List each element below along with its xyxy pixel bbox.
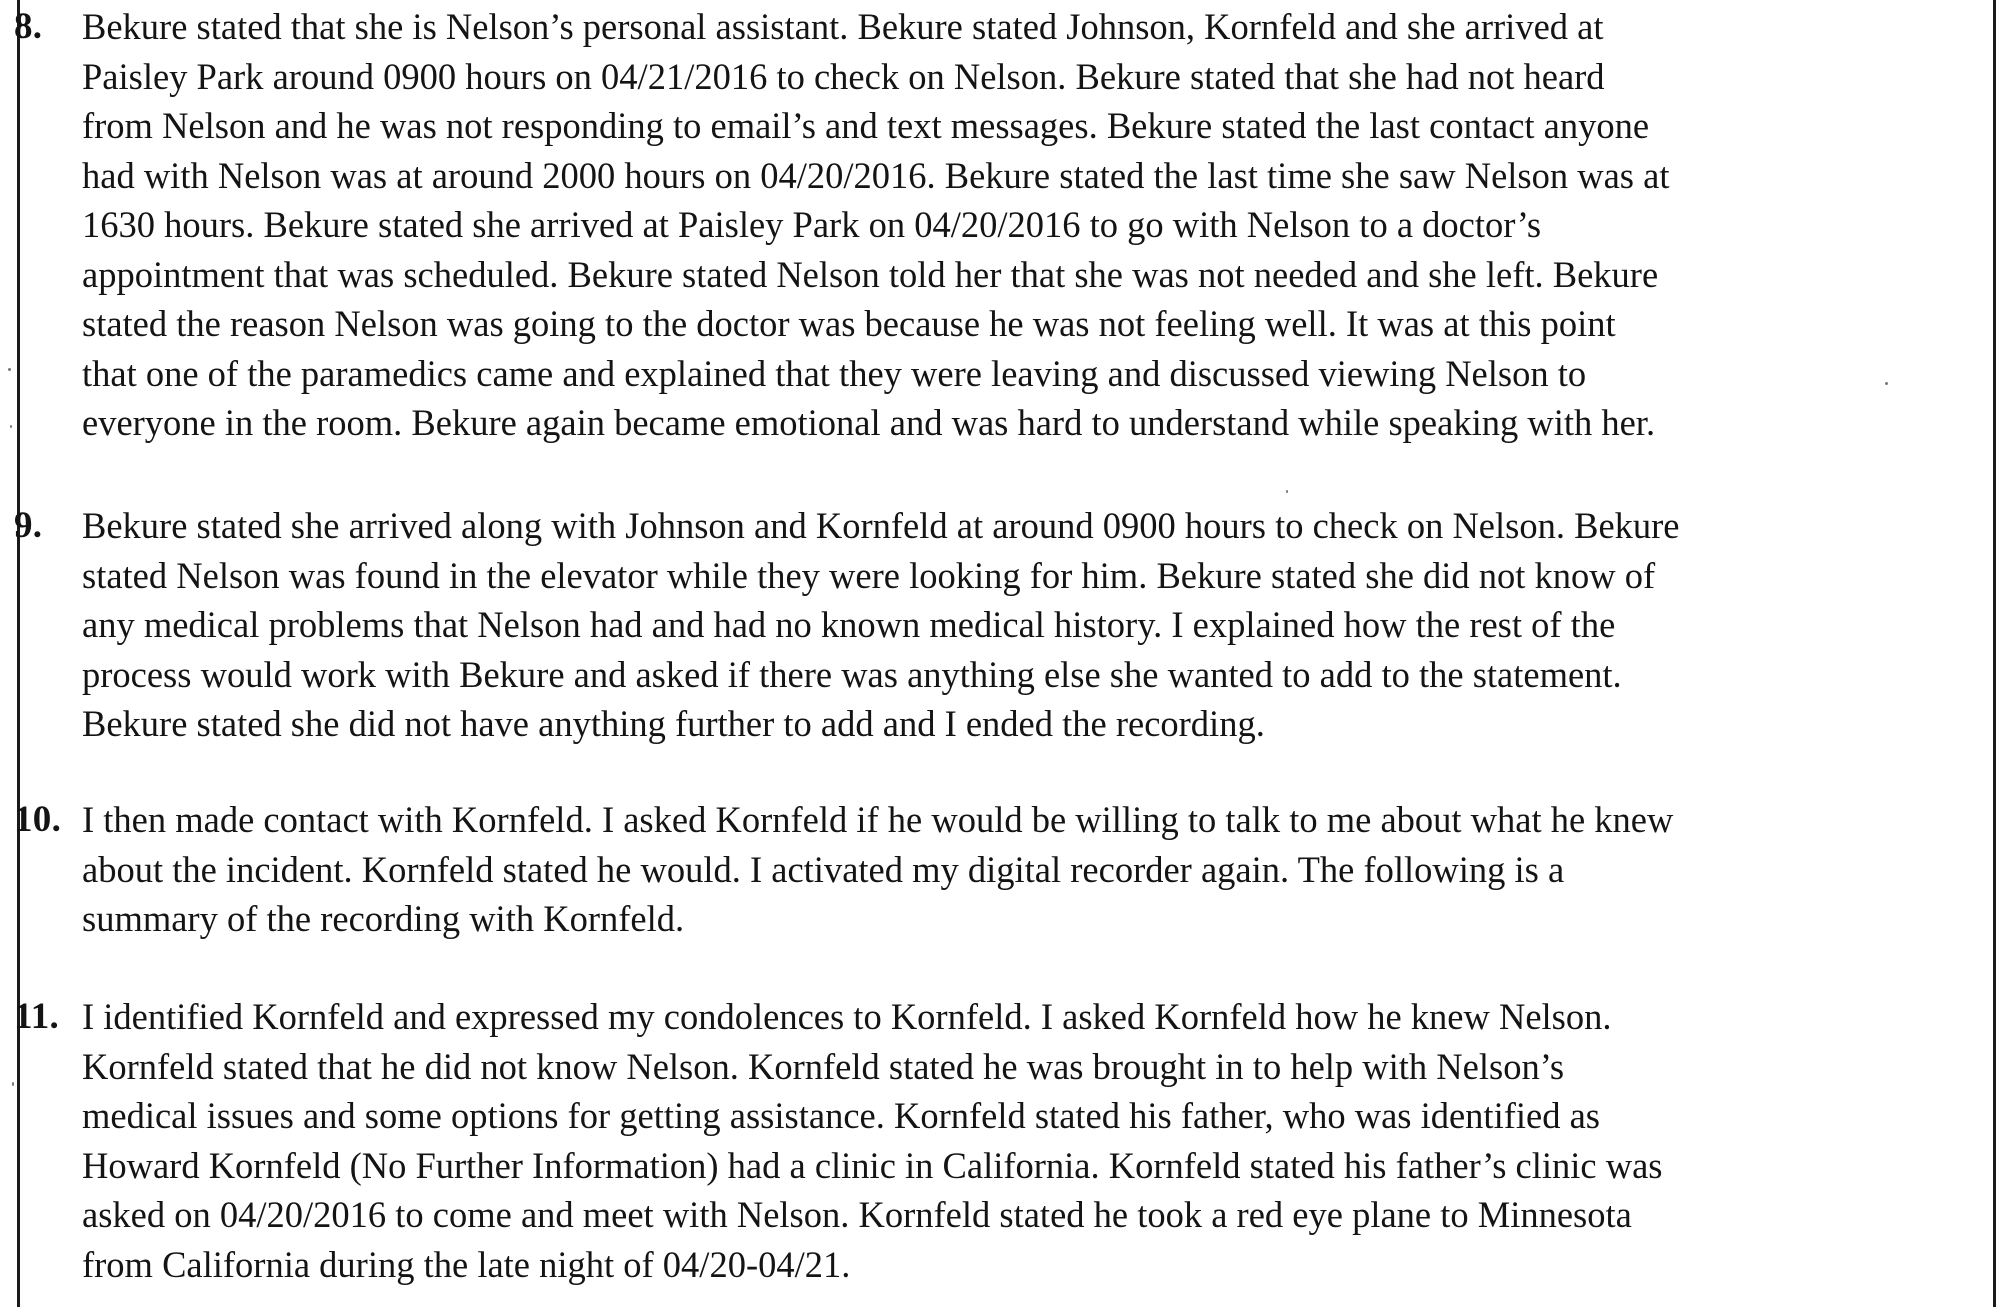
- text-line: had with Nelson was at around 2000 hours on 04/20/2016. Bekure stated the last time she saw Nelson was at: [82, 154, 1670, 196]
- right-margin-rule: [1993, 0, 1996, 1307]
- paragraph-number: 11.: [14, 996, 60, 1037]
- scan-speck: [10, 425, 12, 428]
- text-line: Paisley Park around 0900 hours on 04/21/2016 to check on Nelson. Bekure stated that she had not heard: [82, 55, 1605, 97]
- text-line: any medical problems that Nelson had and had no known medical history. I explained how the rest of the: [82, 604, 1616, 645]
- text-line: everyone in the room. Bekure again became emotional and was hard to understand while speaking with her.: [82, 402, 1656, 443]
- text-line: Bekure stated that she is Nelson’s personal assistant. Bekure stated Johnson, Kornfeld and she arrived at: [82, 6, 1604, 47]
- text-line: I then made contact with Kornfeld. I asked Kornfeld if he would be willing to talk to me about what he knew: [82, 799, 1674, 840]
- text-line: 1630 hours. Bekure stated she arrived at Paisley Park on 04/20/2016 to go with Nelson to a doctor’s: [82, 204, 1542, 245]
- paragraph-body: [82, 992, 1982, 1289]
- scan-speck: [1885, 382, 1888, 385]
- text-line: process would work with Bekure and asked if there was anything else she wanted to add to the statement.: [82, 653, 1622, 695]
- scan-speck: [8, 368, 11, 371]
- text-line: stated Nelson was found in the elevator while they were looking for him. Bekure stated she did not know of: [82, 554, 1656, 596]
- text-line: Bekure stated she arrived along with Johnson and Kornfeld at around 0900 hours to check on Nelson. Bekure: [82, 505, 1680, 546]
- paragraph-number: 8.: [14, 6, 43, 47]
- text-line: medical issues and some options for getting assistance. Kornfeld stated his father, who was identified as: [82, 1095, 1600, 1136]
- text-line: Kornfeld stated that he did not know Nelson. Kornfeld stated he was brought in to help with Nelson’s: [82, 1045, 1565, 1087]
- scan-speck: [12, 1082, 14, 1086]
- paragraph-body: [82, 2, 1982, 448]
- text-line: I identified Kornfeld and expressed my condolences to Kornfeld. I asked Kornfeld how he knew Nelson.: [82, 996, 1612, 1037]
- text-line: asked on 04/20/2016 to come and meet with Nelson. Kornfeld stated he took a red eye plane to Minnesota: [82, 1194, 1632, 1235]
- text-line: Howard Kornfeld (No Further Information) had a clinic in California. Kornfeld stated his father’s clinic was: [82, 1144, 1663, 1186]
- text-line: from Nelson and he was not responding to email’s and text messages. Bekure stated the last contact anyone: [82, 105, 1650, 146]
- text-line: Bekure stated she did not have anything further to add and I ended the recording.: [82, 703, 1265, 744]
- left-margin-rule: [17, 0, 20, 1307]
- paragraph-body: [82, 795, 1982, 944]
- paragraph-number: 10.: [14, 799, 62, 840]
- text-line: about the incident. Kornfeld stated he would. I activated my digital recorder again. The following is a: [82, 848, 1565, 890]
- text-line: summary of the recording with Kornfeld.: [82, 898, 685, 939]
- scan-speck: [1286, 490, 1288, 493]
- paragraph-body: [82, 501, 1982, 749]
- paragraph-number: 9.: [14, 505, 43, 546]
- text-line: from California during the late night of 04/20-04/21.: [82, 1243, 851, 1285]
- text-line: appointment that was scheduled. Bekure stated Nelson told her that she was not needed and she left. Bekure: [82, 253, 1659, 295]
- text-line: stated the reason Nelson was going to the doctor was because he was not feeling well. It was at this point: [82, 303, 1616, 344]
- text-line: that one of the paramedics came and explained that they were leaving and discussed viewing Nelson to: [82, 352, 1587, 394]
